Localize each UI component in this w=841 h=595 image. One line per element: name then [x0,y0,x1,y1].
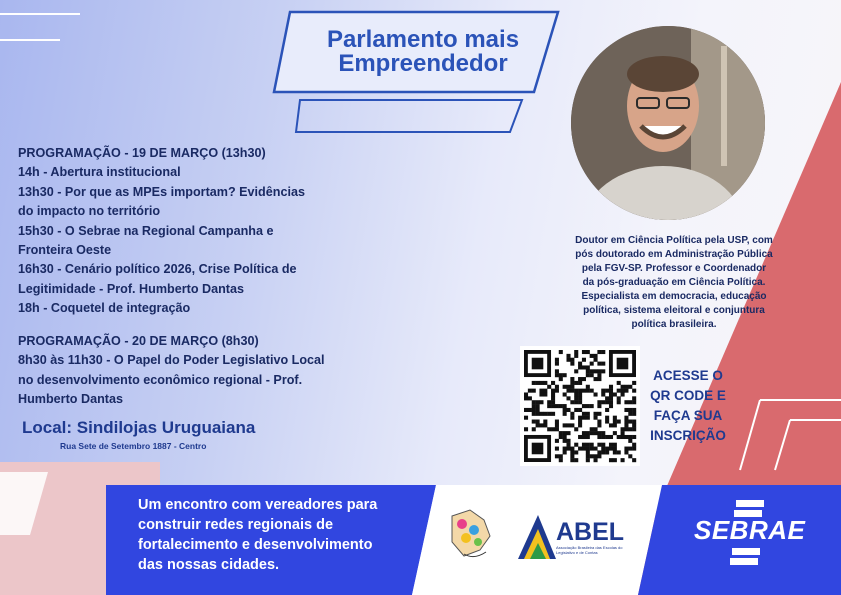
qr-code-icon[interactable] [520,346,640,466]
program-line: no desenvolvimento econômico regional - Prof. [18,372,303,387]
qr-cta-line: ACESSE O [653,368,723,383]
bio-line: pós doutorado em Administração Pública [575,249,773,260]
qr-code[interactable] [520,346,640,466]
bio-line: política, sistema eleitoral e conjuntura [583,305,765,316]
program-line: Fronteira Oeste [18,243,112,258]
program-day-1 [18,144,348,319]
banner-line: das nossas cidades. [138,557,280,573]
partner-map-logo [444,506,496,562]
banner-line: construir redes regionais de [138,517,334,533]
qr-cta-line: INSCRIÇÃO [650,428,726,443]
speaker-bio [556,234,792,332]
program-line: 13h30 - Por que as MPEs importam? Evidências [18,184,305,199]
program-day-2 [18,332,348,410]
program-line: do impacto no território [18,204,161,219]
program-line: 14h - Abertura institucional [18,165,181,180]
qr-cta-line: FAÇA SUA [653,408,723,423]
bio-line: pela FGV-SP. Professor e Coordenador [581,263,767,274]
bio-line: Doutor em Ciência Política pela USP, com [575,235,773,246]
bio-line: Especialista em democracia, educação [581,291,767,302]
program-line: Humberto Dantas [18,392,123,407]
program-line: Legitimidade - Prof. Humberto Dantas [18,281,245,296]
program-line: 18h - Coquetel de integração [18,301,191,316]
program-line: 8h30 às 11h30 - O Papel do Poder Legislativo Local [18,353,325,368]
bio-line: política brasileira. [631,319,717,330]
abel-logo-icon [518,515,556,559]
location-address: Rua Sete de Setembro 1887 - Centro [60,441,207,451]
event-title [298,28,548,76]
speaker-portrait-icon [571,26,765,220]
banner-line: Um encontro com vereadores para [138,497,378,513]
abel-logo-text: ABEL [556,518,625,546]
speaker-photo [571,26,765,220]
qr-cta-line: QR CODE E [650,388,726,403]
bio-line: da pós-graduação em Ciência Política. [582,277,766,288]
banner-message [138,495,428,575]
banner-line: fortalecimento e desenvolvimento [138,537,373,553]
qr-call-to-action [644,366,732,446]
title-line-2: Empreendedor [338,50,508,77]
program-line: 15h30 - O Sebrae na Regional Campanha e [18,223,274,238]
title-line-1: Parlamento mais [326,26,520,53]
program-heading: PROGRAMAÇÃO - 20 DE MARÇO (8h30) [18,334,259,348]
program-heading: PROGRAMAÇÃO - 19 DE MARÇO (13h30) [18,146,266,160]
program-line: 16h30 - Cenário político 2026, Crise Política de [18,262,297,277]
sebrae-logo-text: SEBRAE [694,515,806,545]
abel-logo-subtitle: Associação Brasileira das Escolas do Legislativo e de Contas [556,545,623,555]
location-label: Local: Sindilojas Uruguaiana [22,418,256,437]
